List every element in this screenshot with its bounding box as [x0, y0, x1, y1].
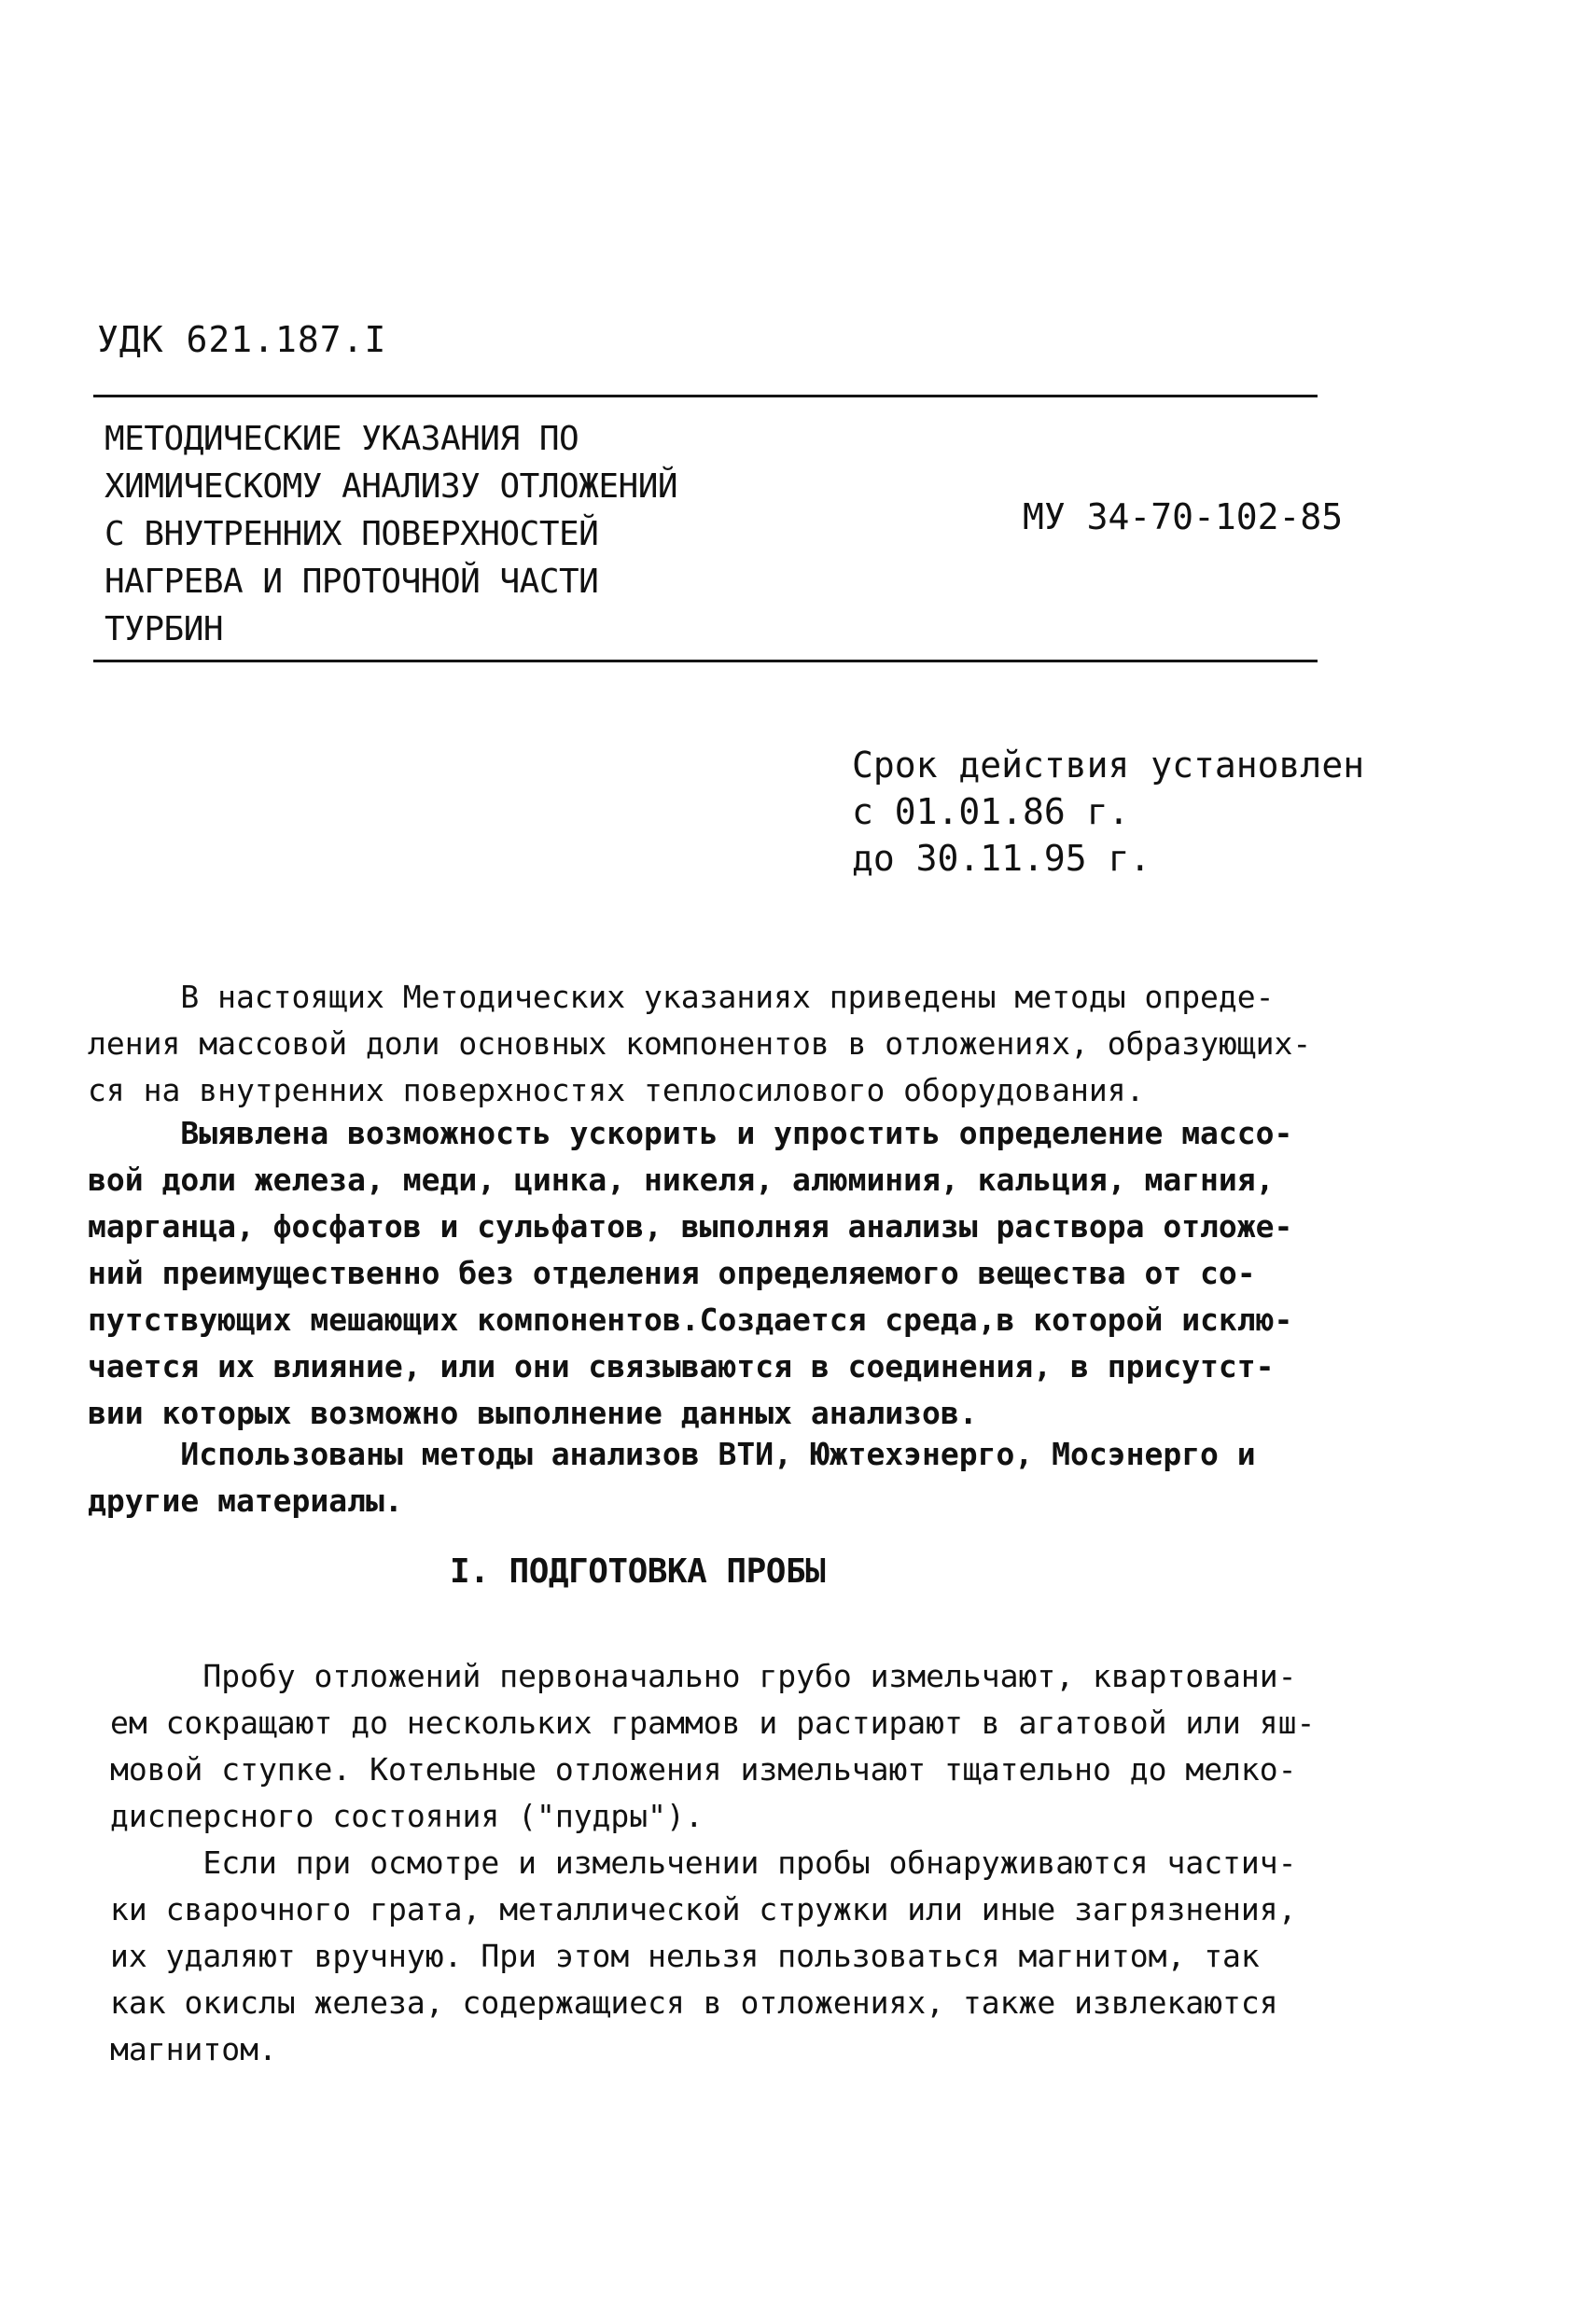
text-line: вой доли железа, меди, цинка, никеля, алюминия, кальция, магния,	[88, 1162, 1275, 1198]
title-top-rule	[93, 395, 1318, 397]
title-line: НАГРЕВА И ПРОТОЧНОЙ ЧАСТИ	[105, 563, 599, 601]
validity-line: до 30.11.95 г.	[852, 838, 1151, 879]
text-line: чается их влияние, или они связываются в соединения, в присутст-	[88, 1348, 1275, 1385]
intro-paragraph	[88, 1431, 1256, 1524]
udk-code: УДК 621.187.I	[97, 319, 387, 360]
text-line: марганца, фосфатов и сульфатов, выполняя анализы раствора отложе-	[88, 1208, 1293, 1245]
intro-paragraph	[88, 974, 1311, 1114]
validity-line: с 01.01.86 г.	[852, 791, 1130, 832]
text-line: Выявлена возможность ускорить и упростить определение массо-	[88, 1115, 1293, 1151]
title-line: ТУРБИН	[105, 610, 224, 648]
section-heading: I. ПОДГОТОВКА ПРОБЫ	[450, 1552, 826, 1591]
text-line: Пробу отложений первоначально грубо измельчают, квартовани-	[110, 1658, 1297, 1694]
text-line: их удаляют вручную. При этом нельзя пользоваться магнитом, так	[110, 1938, 1260, 1974]
text-line: как окислы железа, содержащиеся в отложениях, также извлекаются	[110, 1984, 1278, 2021]
text-line: мовой ступке. Котельные отложения измельчают тщательно до мелко-	[110, 1751, 1297, 1788]
text-line: дисперсного состояния ("пудры").	[110, 1798, 704, 1834]
text-line: ся на внутренних поверхностях теплосилового оборудования.	[88, 1072, 1145, 1108]
document-code: МУ 34-70-102-85	[1023, 496, 1344, 537]
text-line: ем сокращают до нескольких граммов и растирают в агатовой или яш-	[110, 1705, 1316, 1741]
text-line: магнитом.	[110, 2031, 277, 2067]
title-bottom-rule	[93, 660, 1318, 662]
text-line: ки сварочного грата, металлической стружки или иные загрязнения,	[110, 1891, 1297, 1927]
validity-line: Срок действия установлен	[852, 745, 1365, 786]
text-line: Если при осмотре и измельчении пробы обнаруживаются частич-	[110, 1844, 1297, 1881]
text-line: вии которых возможно выполнение данных анализов.	[88, 1395, 978, 1431]
text-line: В настоящих Методических указаниях приведены методы опреде-	[88, 979, 1275, 1015]
section-paragraph	[110, 1840, 1297, 2073]
section-paragraph	[110, 1653, 1315, 1840]
title-line: ХИМИЧЕСКОМУ АНАЛИЗУ ОТЛОЖЕНИЙ	[105, 467, 678, 506]
validity-period	[852, 742, 1364, 882]
intro-paragraph	[88, 1110, 1292, 1437]
text-line: путствующих мешающих компонентов.Создается среда,в которой исклю-	[88, 1301, 1293, 1338]
text-line: другие материалы.	[88, 1482, 403, 1519]
text-line: ний преимущественно без отделения определяемого вещества от со-	[88, 1255, 1256, 1291]
document-title	[105, 415, 677, 653]
title-line: МЕТОДИЧЕСКИЕ УКАЗАНИЯ ПО	[105, 420, 579, 458]
text-line: ления массовой доли основных компонентов в отложениях, образующих-	[88, 1025, 1312, 1062]
text-line: Использованы методы анализов ВТИ, Южтехэнерго, Мосэнерго и	[88, 1436, 1256, 1472]
title-line: С ВНУТРЕННИХ ПОВЕРХНОСТЕЙ	[105, 515, 599, 553]
